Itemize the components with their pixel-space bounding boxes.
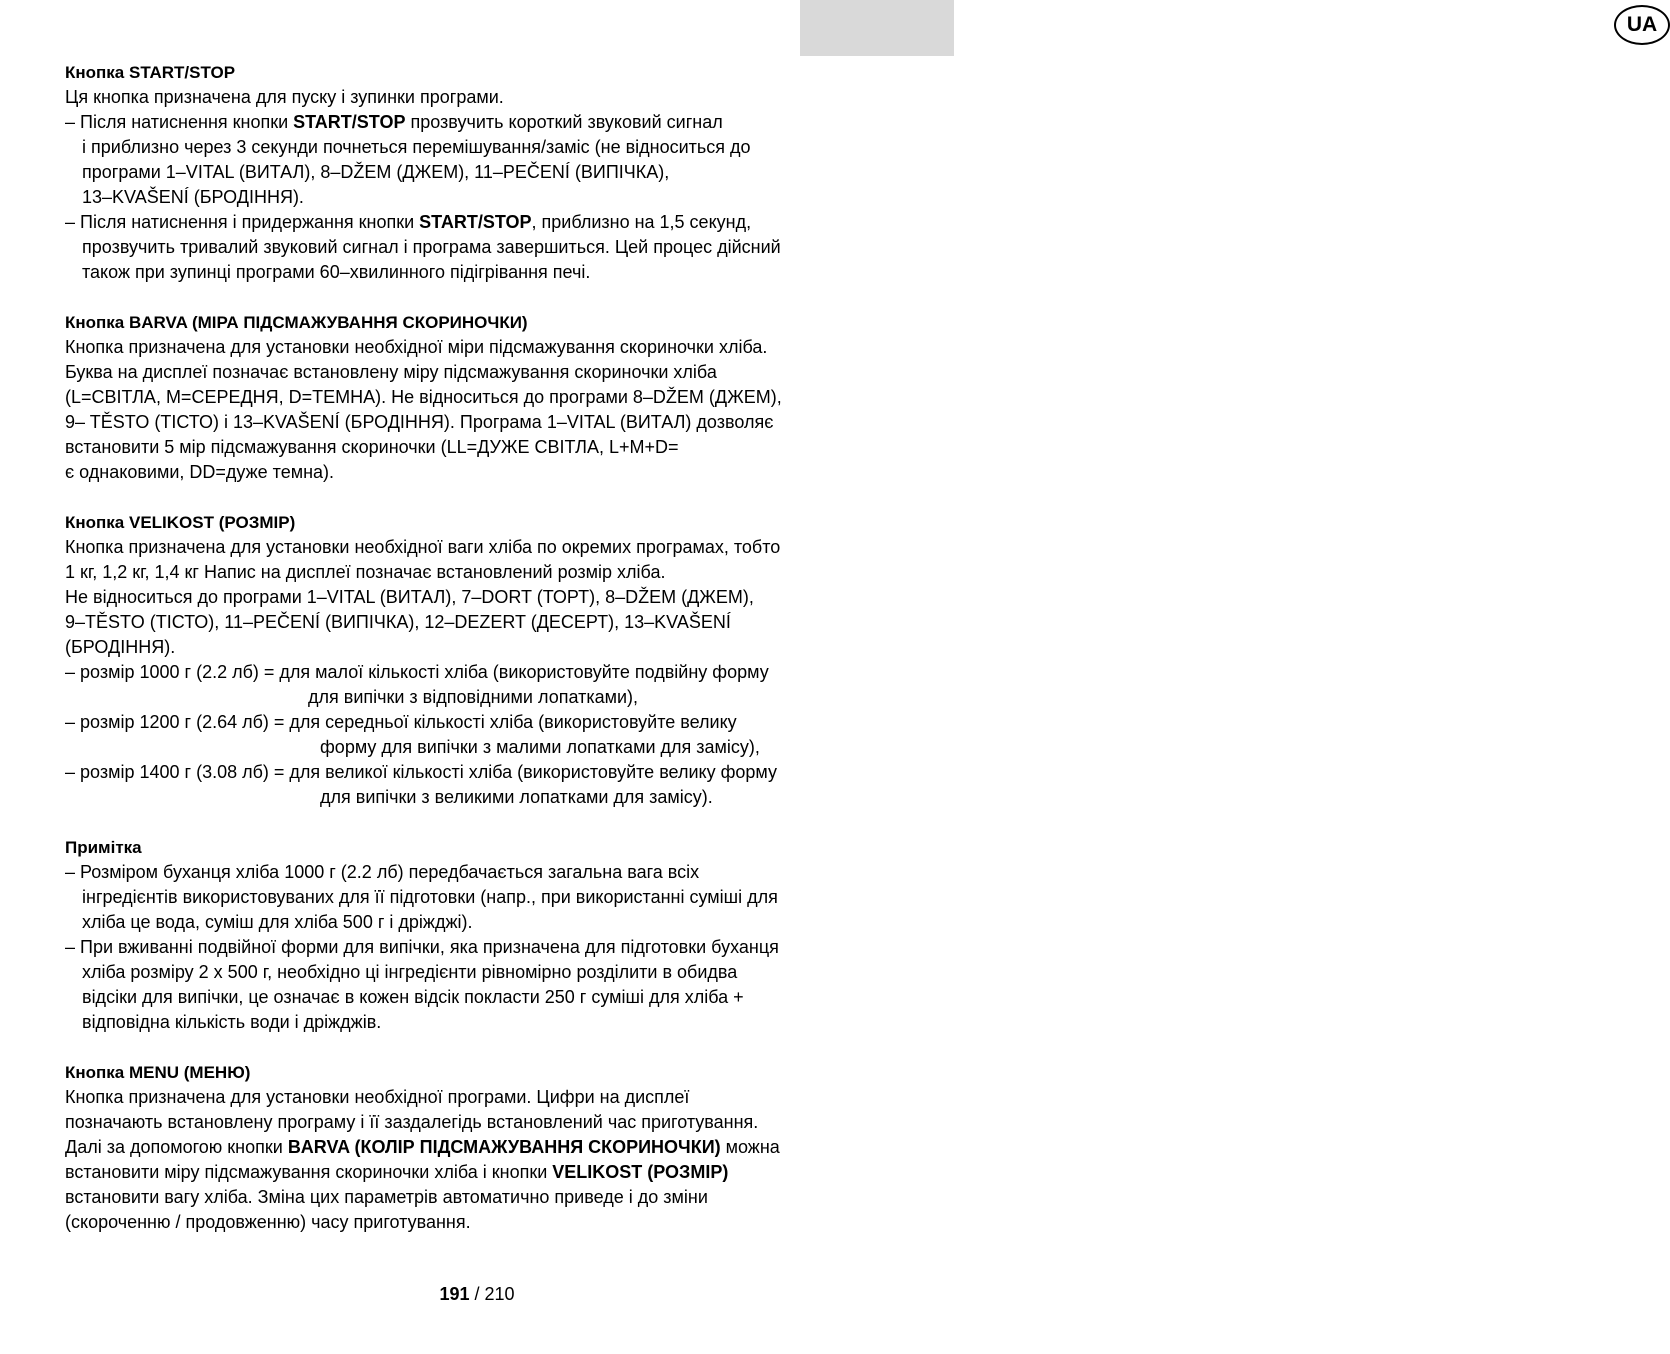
note-bullet-2-line: відповідна кількість води і дріжджів. xyxy=(82,1012,382,1032)
size-1200-item-cont: форму для випічки з малими лопатками для замісу), xyxy=(320,737,760,757)
page-number: 191 / 210 xyxy=(439,1284,515,1304)
menu-text-line: встановити вагу хліба. Зміна цих параметрів автоматично приведе і до зміни xyxy=(65,1187,708,1207)
language-tab xyxy=(800,0,1658,56)
start-stop-bullet-1: – Після натиснення кнопки START/STOP прозвучить короткий звуковий сигнал xyxy=(65,112,723,132)
menu-text-line: Далі за допомогою кнопки BARVA (КОЛІР ПІДСМАЖУВАННЯ СКОРИНОЧКИ) можна xyxy=(65,1137,780,1157)
start-stop-bullet-1-line: 13–KVAŠENÍ (БРОДІННЯ). xyxy=(82,187,304,207)
total-pages: 210 xyxy=(484,1284,515,1304)
start-stop-bullet-1-line: програми 1–VITAL (ВИТАЛ), 8–DŽEM (ДЖЕМ), 11–PEČENÍ (ВИПІЧКА), xyxy=(82,162,670,182)
menu-text-line: встановити міру підсмажування скориночки хліба і кнопки VELIKOST (РОЗМІР) xyxy=(65,1162,729,1182)
barva-text-line: 9– TĚSTO (ТІСТО) і 13–KVAŠENÍ (БРОДІННЯ). Програма 1–VITAL (ВИТАЛ) дозволяє xyxy=(65,412,774,432)
size-1400-item-cont: для випічки з великими лопатками для замісу). xyxy=(320,787,713,807)
size-1000-item-cont: для випічки з відповідними лопатками), xyxy=(308,687,639,707)
barva-text-line: є однаковими, DD=дуже темна). xyxy=(65,462,335,482)
barva-text-line: встановити 5 мір підсмажування скориночки (LL=ДУЖЕ СВІТЛА, L+M+D= xyxy=(65,437,679,457)
velikost-text-line: Не відноситься до програми 1–VITAL (ВИТАЛ), 7–DORT (ТОРТ), 8–DŽEM (ДЖЕМ), xyxy=(65,587,754,607)
barva-text-line: Буква на дисплеї позначає встановлену міру підсмажування скориночки хліба xyxy=(65,362,717,382)
menu-heading: Кнопка MENU (МЕНЮ) xyxy=(65,1063,251,1082)
note-heading: Примітка xyxy=(65,838,142,857)
velikost-text-line: (БРОДІННЯ). xyxy=(65,637,176,657)
size-1200-item: – розмір 1200 г (2.64 лб) = для середньої кількості хліба (використовуйте велику xyxy=(65,712,737,732)
barva-heading: Кнопка BARVA (МІРА ПІДСМАЖУВАННЯ СКОРИНОЧКИ) xyxy=(65,313,528,332)
note-bullet-2-line: хліба розміру 2 х 500 г, необхідно ці інгредієнти рівномірно розділити в обидва xyxy=(82,962,738,982)
page-content xyxy=(65,60,895,1235)
velikost-heading: Кнопка VELIKOST (РОЗМІР) xyxy=(65,513,296,532)
note-bullet-1: – Розміром буханця хліба 1000 г (2.2 лб) передбачається загальна вага всіх xyxy=(65,862,700,882)
menu-text-line: (скороченню / продовженню) часу приготування. xyxy=(65,1212,471,1232)
size-1400-item: – розмір 1400 г (3.08 лб) = для великої кількості хліба (використовуйте велику форму xyxy=(65,762,778,782)
start-stop-intro: Ця кнопка призначена для пуску і зупинки програми. xyxy=(65,87,504,107)
barva-text-line: Кнопка призначена для установки необхідної міри підсмажування скориночки хліба. xyxy=(65,337,768,357)
velikost-text-line: 9–TĚSTO (ТІСТО), 11–PEČENÍ (ВИПІЧКА), 12–DEZERT (ДЕСЕРТ), 13–KVAŠENÍ xyxy=(65,612,731,632)
language-badge: UA xyxy=(1614,5,1670,45)
start-stop-bullet-2-line: також при зупинці програми 60–хвилинного підігрівання печі. xyxy=(82,262,591,282)
note-bullet-2: – При вживанні подвійної форми для випічки, яка призначена для підготовки буханця xyxy=(65,937,779,957)
start-stop-bullet-2-line: прозвучить тривалий звуковий сигнал і програма завершиться. Цей процес дійсний xyxy=(82,237,781,257)
velikost-text-line: Кнопка призначена для установки необхідної ваги хліба по окремих програмах, тобто xyxy=(65,537,781,557)
note-bullet-2-line: відсіки для випічки, це означає в кожен відсік покласти 250 г суміші для хліба + xyxy=(82,987,744,1007)
start-stop-bullet-1-line: і приблизно через 3 секунди почнеться перемішування/заміс (не відноситься до xyxy=(82,137,751,157)
current-page: 191 xyxy=(439,1284,470,1304)
start-stop-heading: Кнопка START/STOP xyxy=(65,63,236,82)
note-bullet-1-line: інгредієнтів використовуваних для її підготовки (напр., при використанні суміші для xyxy=(82,887,778,907)
size-1000-item: – розмір 1000 г (2.2 лб) = для малої кількості хліба (використовуйте подвійну форму xyxy=(65,662,769,682)
barva-text-line: (L=СВІТЛА, M=СЕРЕДНЯ, D=ТЕМНА). Не відноситься до програми 8–DŽEM (ДЖЕМ), xyxy=(65,387,782,407)
velikost-text-line: 1 кг, 1,2 кг, 1,4 кг Напис на дисплеї позначає встановлений розмір хліба. xyxy=(65,562,666,582)
note-bullet-1-line: хліба це вода, суміш для хліба 500 г і дріжджі). xyxy=(82,912,473,932)
menu-text-line: Кнопка призначена для установки необхідної програми. Цифри на дисплеї xyxy=(65,1087,690,1107)
menu-text-line: позначають встановлену програму і її заздалегідь встановлений час приготування. xyxy=(65,1112,759,1132)
start-stop-bullet-2: – Після натиснення і придержання кнопки START/STOP, приблизно на 1,5 секунд, xyxy=(65,212,752,232)
